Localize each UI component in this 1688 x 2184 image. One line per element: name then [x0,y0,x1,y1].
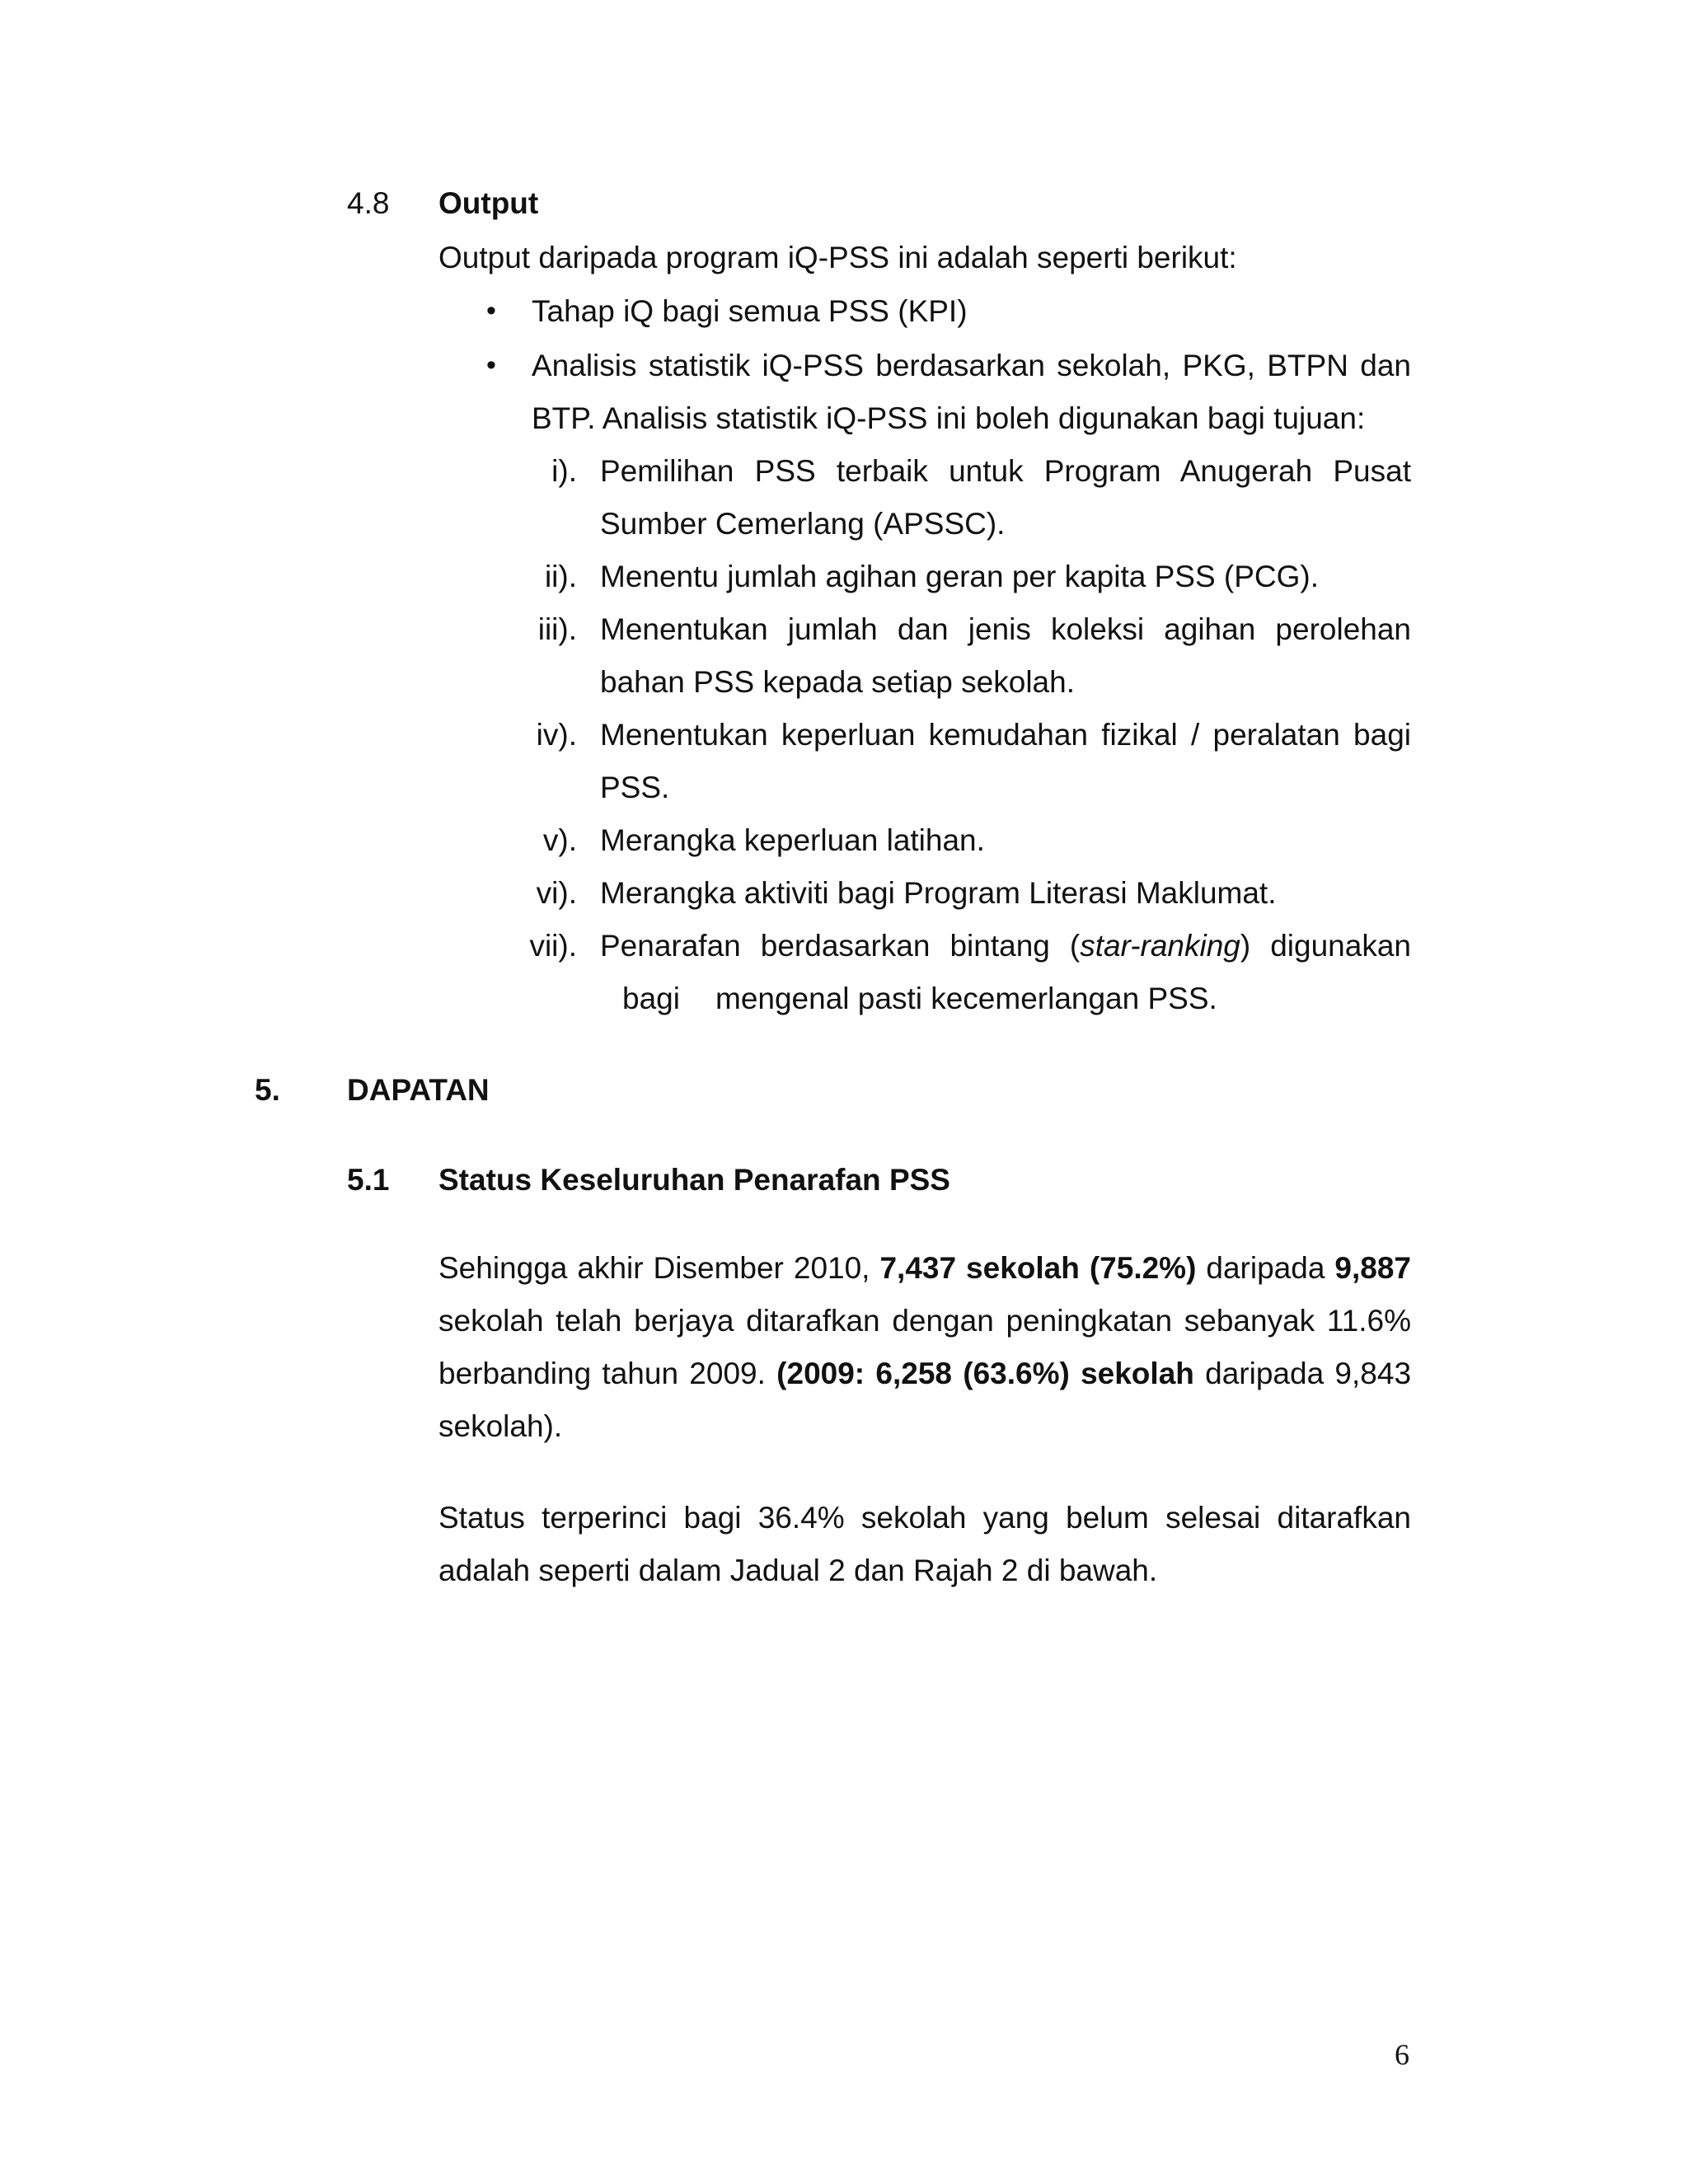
list-number: iii). [537,612,577,646]
italic-term: star-ranking [1080,929,1240,963]
list-number: vi). [536,876,577,910]
paragraph-line: Status terperinci bagi 36.4% sekolah yang belum selesai ditarafkan [438,1501,1411,1535]
list-number: iv). [536,718,577,752]
page-number: 6 [1395,2038,1409,2071]
list-item-text: Merangka aktiviti bagi Program Literasi Maklumat. [600,876,1277,910]
section-title: DAPATAN [347,1073,490,1107]
list-item-text: bahan PSS kepada setiap sekolah. [600,665,1075,699]
section-number: 5.1 [347,1163,390,1197]
paragraph-line: adalah seperti dalam Jadual 2 dan Rajah 2 di bawah. [438,1554,1158,1587]
bullet-item-text: Analisis statistik iQ-PSS berdasarkan sekolah, PKG, BTPN dan [532,349,1411,382]
bullet-item-text: Tahap iQ bagi semua PSS (KPI) [532,294,968,328]
list-item-text: Pemilihan PSS terbaik untuk Program Anugerah Pusat [600,454,1411,488]
list-item-text: Menentukan jumlah dan jenis koleksi agihan perolehan [600,612,1411,646]
section-title: Status Keseluruhan Penarafan PSS [438,1163,950,1197]
list-item-text: Merangka keperluan latihan. [600,823,985,857]
bullet-item-text: BTP. Analisis statistik iQ-PSS ini boleh digunakan bagi tujuan: [532,401,1366,435]
section-number: 4.8 [347,186,390,220]
list-item-text: Menentukan keperluan kemudahan fizikal / peralatan bagi [600,718,1411,752]
paragraph-line: sekolah telah berjaya ditarafkan dengan peningkatan sebanyak 11.6% [438,1304,1411,1338]
list-number: vii). [529,929,577,963]
list-item-text: bagi [622,982,680,1015]
section-intro: Output daripada program iQ-PSS ini adalah seperti berikut: [438,241,1237,274]
section-number: 5. [255,1073,280,1107]
list-item-text: Sumber Cemerlang (APSSC). [600,507,1006,541]
list-item-text: Menentu jumlah agihan geran per kapita PSS (PCG). [600,560,1320,593]
paragraph-line: berbanding tahun 2009. (2009: 6,258 (63.6%) sekolah daripada 9,843 [438,1357,1412,1390]
list-number: ii). [544,560,577,593]
list-number: v). [542,823,577,857]
list-item-text: mengenal pasti kecemerlangan PSS. [715,982,1217,1015]
list-item-text: Penarafan berdasarkan bintang (star-ranking) digunakan [600,929,1411,963]
bullet-icon: • [486,295,496,326]
bullet-icon: • [486,349,496,381]
list-item-text: PSS. [600,771,670,804]
paragraph-line: Sehingga akhir Disember 2010, 7,437 sekolah (75.2%) daripada 9,887 [438,1251,1412,1285]
list-number: i). [551,454,577,488]
section-title: Output [438,186,539,220]
paragraph-line: sekolah). [438,1409,563,1443]
